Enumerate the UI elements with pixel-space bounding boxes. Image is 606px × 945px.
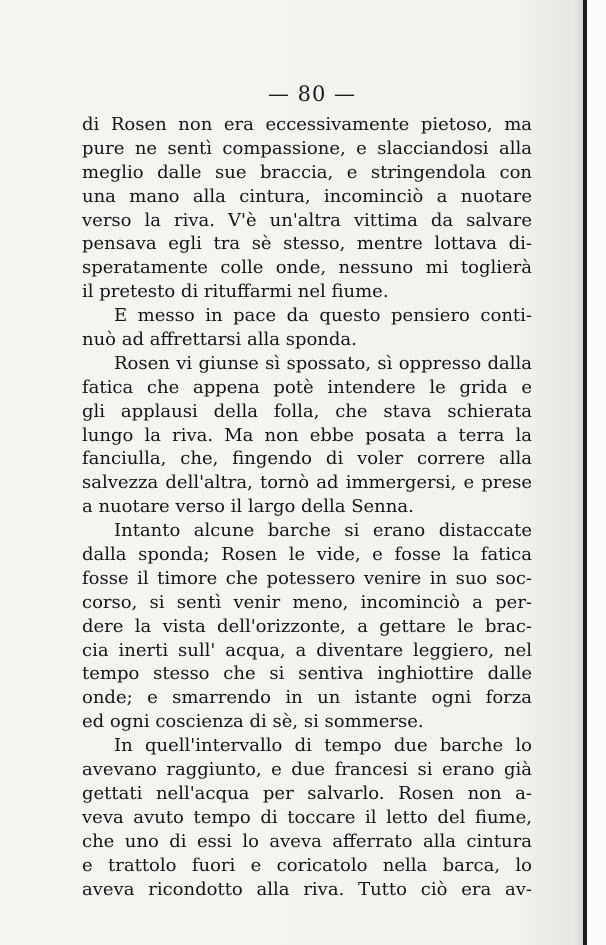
text-line: salvezza dell'altra, tornò ad immergersi, e prese <box>82 472 532 494</box>
text-line: speratamente colle onde, nessuno mi toglierà <box>82 257 532 279</box>
text-line: dalla sponda; Rosen le vide, e fosse la fatica <box>82 544 532 566</box>
text-line: Intanto alcune barche si erano distaccate <box>114 520 532 542</box>
text-line: tempo stesso che si sentiva inghiottire dalle <box>82 663 532 685</box>
text-line: di Rosen non era eccessivamente pietoso, ma <box>82 114 532 135</box>
text-line: a nuotare verso il largo della Senna. <box>82 496 414 518</box>
text-line: lungo la riva. Ma non ebbe posata a terra la <box>82 424 532 446</box>
text-line: pensava egli tra sè stesso, mentre lottava di- <box>82 233 532 255</box>
text-line: e trattolo fuori e coricatolo nella barca, lo <box>82 854 532 876</box>
text-line: il pretesto di rituffarmi nel fiume. <box>82 281 389 303</box>
text-line: meglio dalle sue braccia, e stringendola con <box>82 161 532 183</box>
text-line: dere la vista dell'orizzonte, a gettare le brac- <box>82 615 532 637</box>
text-line: corso, si sentì venir meno, incominciò a per- <box>82 591 532 613</box>
text-line: cia inerti sull' acqua, a diventare leggiero, nel <box>82 639 532 661</box>
text-line: fanciulla, che, fingendo di voler correre alla <box>82 448 532 470</box>
text-line: gettati nell'acqua per salvarlo. Rosen non a- <box>82 782 532 804</box>
text-line: pure ne sentì compassione, e slacciandosi alla <box>82 137 532 159</box>
text-line: che uno di essi lo aveva afferrato alla cintura <box>82 830 532 852</box>
text-line: nuò ad affrettarsi alla sponda. <box>82 329 357 351</box>
text-line: onde; e smarrendo in un istante ogni forza <box>82 687 532 709</box>
text-line: fatica che appena potè intendere le grida e <box>82 376 532 398</box>
text-line: Rosen vi giunse sì spossato, sì oppresso dalla <box>114 352 532 374</box>
text-line: fosse il timore che potessero venire in suo soc- <box>82 567 532 589</box>
text-line: aveva ricondotto alla riva. Tutto ciò era av- <box>82 878 532 900</box>
text-line: ed ogni coscienza di sè, si sommerse. <box>82 711 424 733</box>
page-number: — 80 — <box>267 82 357 106</box>
text-line: gli applausi della folla, che stava schierata <box>82 400 532 422</box>
text-line: una mano alla cintura, incominciò a nuotare <box>82 185 532 207</box>
text-line: E messo in pace da questo pensiero conti- <box>114 305 532 327</box>
text-line: veva avuto tempo di toccare il letto del fiume, <box>82 806 532 828</box>
facing-page-edge <box>587 0 606 945</box>
body-text <box>82 113 532 901</box>
text-line: avevano raggiunto, e due francesi si erano già <box>82 759 532 781</box>
spine-shadow <box>572 0 583 945</box>
text-line: In quell'intervallo di tempo due barche lo <box>114 735 532 757</box>
text-line: verso la riva. V'è un'altra vittima da salvare <box>82 209 532 231</box>
